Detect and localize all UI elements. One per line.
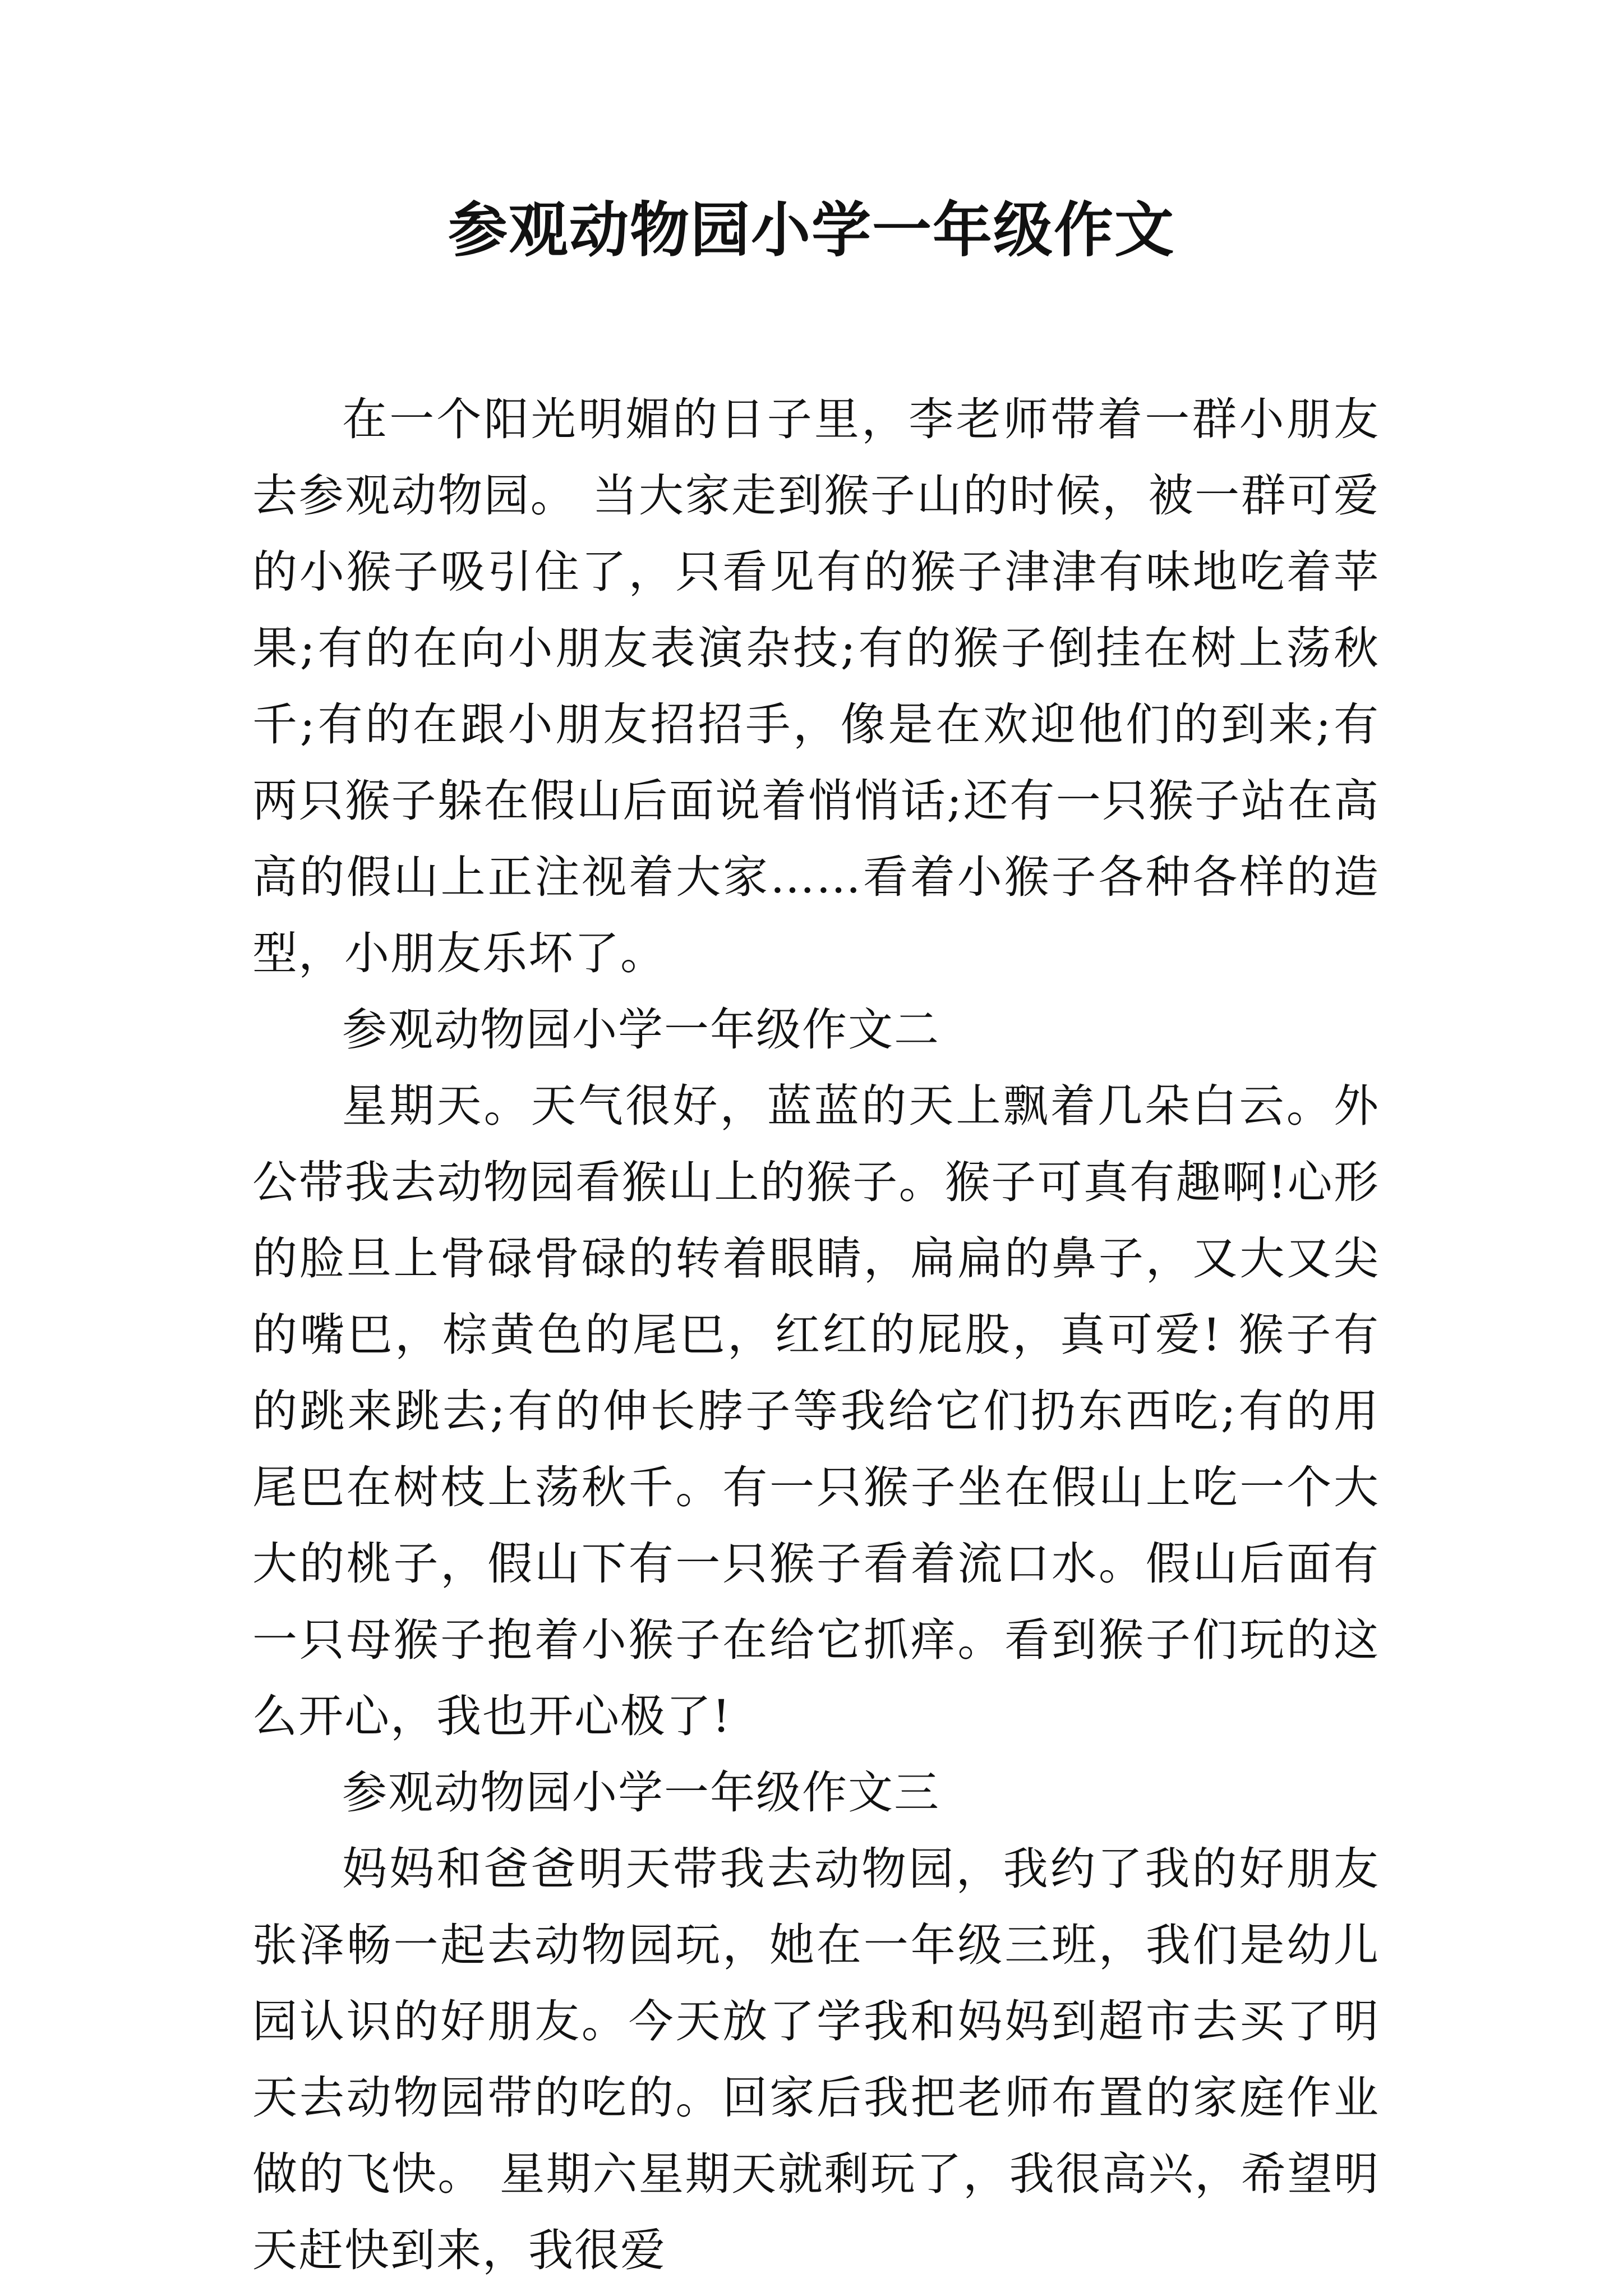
section-heading-2: 参观动物园小学一年级作文二 (342, 1004, 940, 1056)
page-title: 参观动物园小学一年级作文 (448, 195, 1175, 265)
paragraph-2: 星期天。天气很好，蓝蓝的天上飘着几朵白云。外公带我去动物园看猴山上的猴子。猴子可真有趣啊!心形的脸旦上骨碌骨碌的转着眼睛，扁扁的鼻子，又大又尖的嘴巴，棕黄色的尾巴，红红的屁股，真可爱! 猴子有的跳来跳去;有的伸长脖子等我给它们扔东西吃;有的用尾巴在树枝上荡秋千。有一只猴子坐在假山上吃一个大大的桃子，假山下有一只猴子看着流口水。假山后面有一只母猴子抱着小猴子在给它抓痒。看到猴子们玩的这么开心，我也开心极了! (252, 1080, 1380, 1742)
section-heading-3: 参观动物园小学一年级作文三 (342, 1766, 940, 1819)
document-body (252, 381, 1380, 2289)
paragraph-1: 在一个阳光明媚的日子里，李老师带着一群小朋友去参观动物园。 当大家走到猴子山的时候，被一群可爱的小猴子吸引住了，只看见有的猴子津津有味地吃着苹果;有的在向小朋友表演杂技;有的猴子倒挂在树上荡秋千;有的在跟小朋友招招手，像是在欢迎他们的到来;有两只猴子躲在假山后面说着悄悄话;还有一只猴子站在高高的假山上正注视着大家……看着小猴子各种各样的造型，小朋友乐坏了。 (252, 393, 1380, 979)
paragraph-3: 妈妈和爸爸明天带我去动物园，我约了我的好朋友张泽畅一起去动物园玩，她在一年级三班，我们是幼儿园认识的好朋友。今天放了学我和妈妈到超市去买了明天去动物园带的吃的。回家后我把老师布置的家庭作业做的飞快。 星期六星期天就剩玩了，我很高兴，希望明天赶快到来，我很爱 (252, 1843, 1380, 2276)
